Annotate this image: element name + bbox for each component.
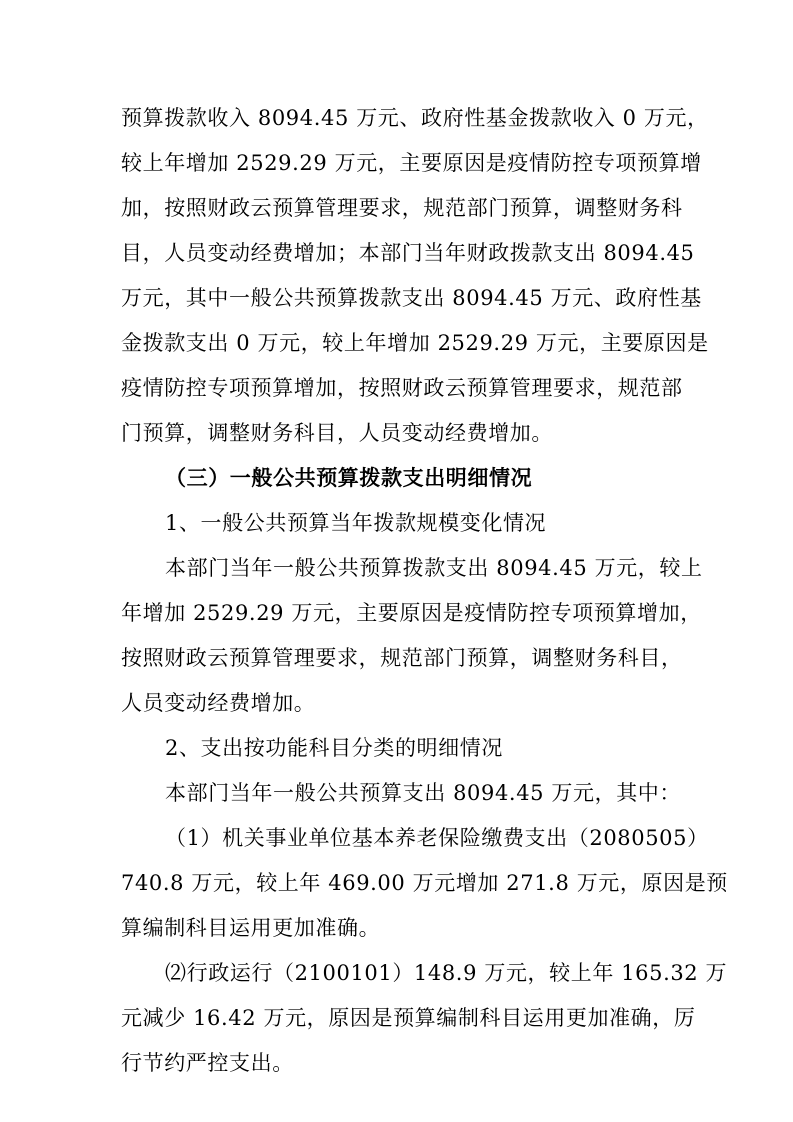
section-heading: （三）一般公共预算拨款支出明细情况 xyxy=(165,466,533,490)
paragraph-line: 本部门当年一般公共预算拨款支出 8094.45 万元，较上 xyxy=(165,556,703,580)
paragraph-line: 本部门当年一般公共预算支出 8094.45 万元，其中： xyxy=(165,781,681,805)
paragraph-line: 万元，其中一般公共预算拨款支出 8094.45 万元、政府性基 xyxy=(121,286,702,310)
list-item-line: 740.8 万元，较上年 469.00 万元增加 271.8 万元，原因是预 xyxy=(121,871,728,895)
paragraph-line: 金拨款支出 0 万元，较上年增加 2529.29 万元，主要原因是 xyxy=(121,331,709,355)
paragraph-line: 目，人员变动经费增加；本部门当年财政拨款支出 8094.45 xyxy=(121,241,695,265)
list-item-line: ⑵行政运行（2100101）148.9 万元，较上年 165.32 万 xyxy=(165,961,728,985)
list-item-line: （1）机关事业单位基本养老保险缴费支出（2080505） xyxy=(165,826,709,850)
paragraph-line: 年增加 2529.29 万元，主要原因是疫情防控专项预算增加， xyxy=(121,601,702,625)
paragraph-line: 疫情防控专项预算增加，按照财政云预算管理要求，规范部 xyxy=(121,376,683,400)
paragraph-line: 按照财政云预算管理要求，规范部门预算，调整财务科目， xyxy=(121,646,683,670)
list-item-line: 算编制科目运用更加准确。 xyxy=(121,916,381,940)
list-item-line: 元减少 16.42 万元，原因是预算编制科目运用更加准确，厉 xyxy=(121,1006,696,1030)
paragraph-line: 人员变动经费增加。 xyxy=(121,691,316,715)
subsection-heading: 1、一般公共预算当年拨款规模变化情况 xyxy=(165,511,547,535)
subsection-heading: 2、支出按功能科目分类的明细情况 xyxy=(165,736,503,760)
paragraph-line: 预算拨款收入 8094.45 万元、政府性基金拨款收入 0 万元， xyxy=(121,106,709,130)
list-item-line: 行节约严控支出。 xyxy=(121,1051,294,1075)
paragraph-line: 加，按照财政云预算管理要求，规范部门预算，调整财务科 xyxy=(121,196,683,220)
paragraph-line: 门预算，调整财务科目，人员变动经费增加。 xyxy=(121,421,553,445)
paragraph-line: 较上年增加 2529.29 万元，主要原因是疫情防控专项预算增 xyxy=(121,151,702,175)
